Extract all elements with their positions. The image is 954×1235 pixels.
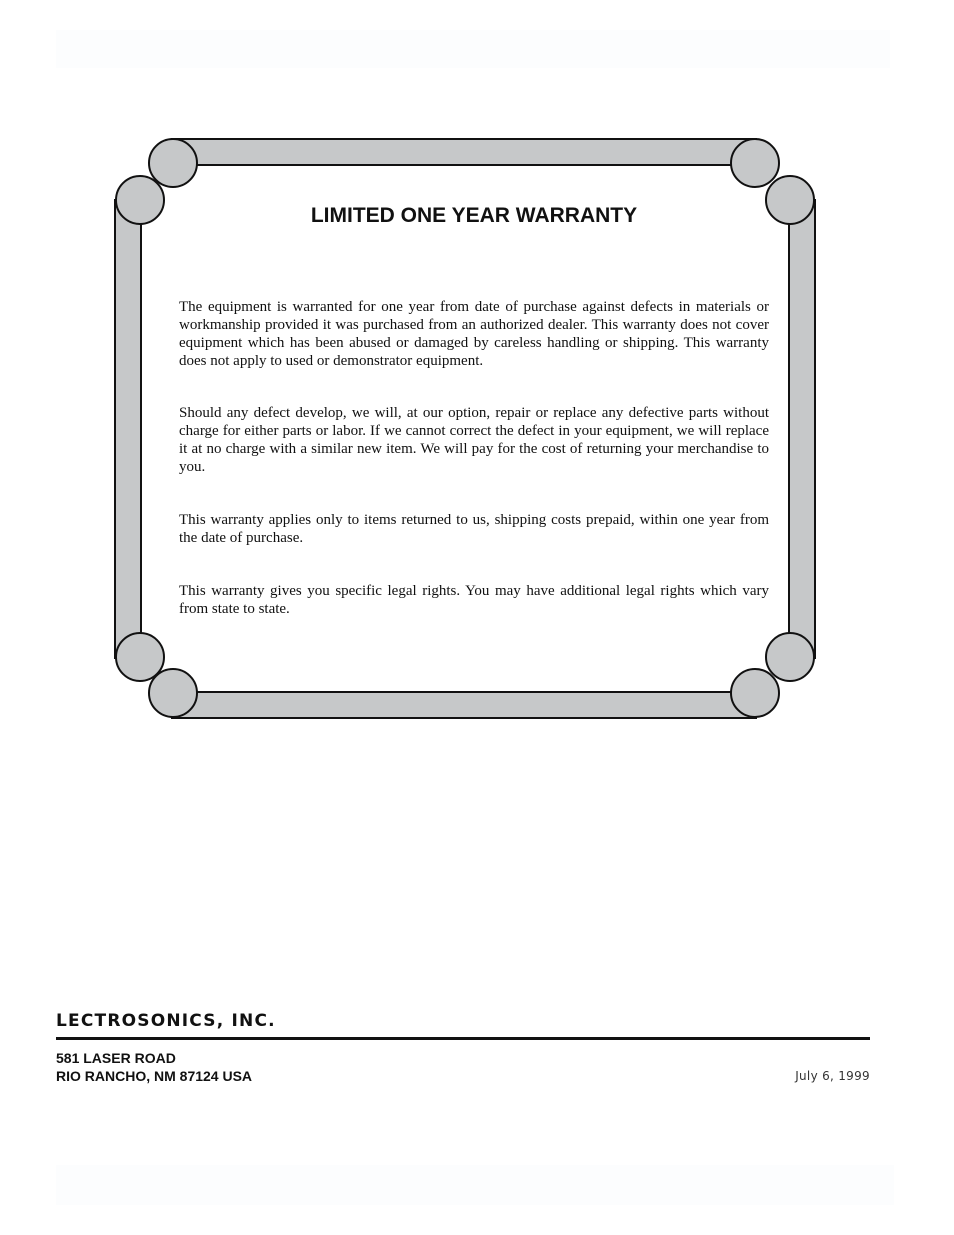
company-name: LECTROSONICS, INC. [56,1011,276,1031]
frame-corner-ball [149,139,197,187]
divider [56,1037,870,1040]
address-line-1: 581 LASER ROAD [56,1050,176,1066]
frame-right-rail [789,200,815,658]
warranty-title: LIMITED ONE YEAR WARRANTY [310,204,638,227]
warranty-paragraph: The equipment is warranted for one year from date of purchase against defects in materials or workmanship provided it was purchased from an authorized dealer. This warranty does not cover equipment which has been abused or damaged by careless handling or shipping. This warranty does not apply to used or demonstrator equipment. [179,299,769,369]
frame-corner-ball [731,139,779,187]
frame-corner-ball [116,633,164,681]
frame-corner-ball [766,633,814,681]
frame-corner-ball [149,669,197,717]
bottom-band [56,1165,894,1205]
warranty-paragraph: This warranty gives you specific legal rights. You may have additional legal rights which vary from state to state. [179,583,769,617]
frame-left-rail [115,200,141,658]
frame-corner-ball [116,176,164,224]
frame-corner-ball [766,176,814,224]
frame-bottom-rail [172,692,756,718]
address-line-2: RIO RANCHO, NM 87124 USA [56,1068,253,1084]
warranty-paragraph: This warranty applies only to items returned to us, shipping costs prepaid, within one year from the date of purchase. [179,512,769,546]
document-date: July 6, 1999 [795,1069,870,1083]
frame-top-rail [172,139,756,165]
warranty-paragraph: Should any defect develop, we will, at our option, repair or replace any defective parts without charge for either parts or labor. If we cannot correct the defect in your equipment, we will replace it at no charge with a similar new item. We will pay for the cost of returning your merchandise to you. [179,405,769,475]
frame-corner-ball [731,669,779,717]
